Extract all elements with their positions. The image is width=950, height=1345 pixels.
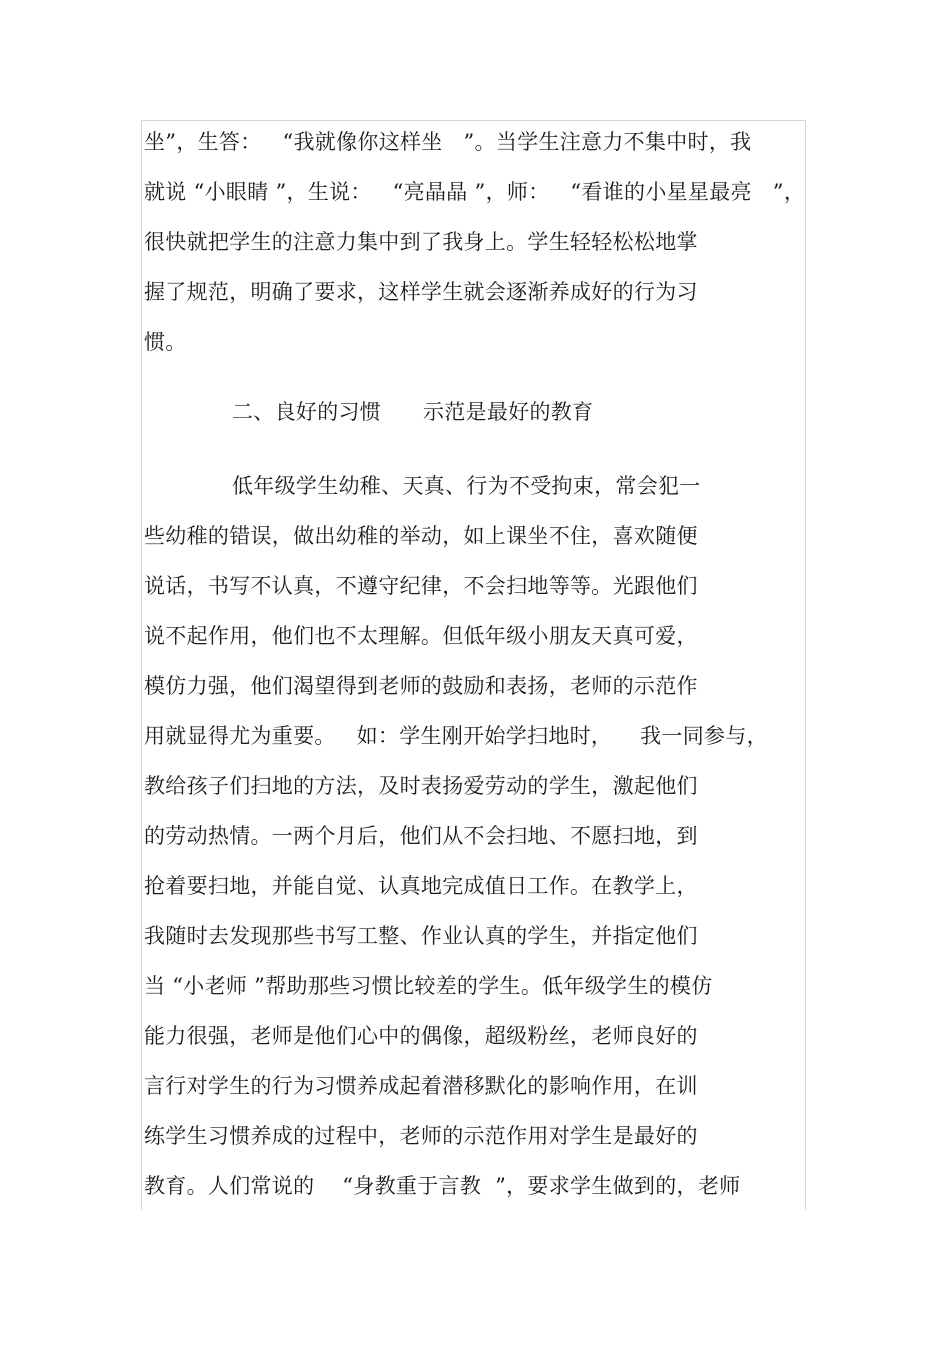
paragraph-line: 练学生习惯养成的过程中，老师的示范作用对学生是最好的 xyxy=(144,1124,698,1148)
paragraph-line: 用就显得尤为重要。 如：学生刚开始学扫地时， 我一同参与， xyxy=(144,724,768,748)
text-line: 很快就把学生的注意力集中到了我身上。学生轻轻松松地掌 xyxy=(144,230,698,254)
paragraph-line: 教给孩子们扫地的方法，及时表扬爱劳动的学生，激起他们 xyxy=(144,774,698,798)
paragraph-line: 教育。人们常说的 “身教重于言教 ”，要求学生做到的，老师 xyxy=(144,1174,741,1198)
paragraph-line: 低年级学生幼稚、天真、行为不受拘束，常会犯一 xyxy=(232,474,701,498)
paragraph-line: 模仿力强，他们渴望得到老师的鼓励和表扬，老师的示范作 xyxy=(144,674,698,698)
paragraph-line: 些幼稚的错误，做出幼稚的举动，如上课坐不住，喜欢随便 xyxy=(144,524,698,548)
paragraph-line: 说话，书写不认真，不遵守纪律，不会扫地等等。光跟他们 xyxy=(144,574,698,598)
text-line: 惯。 xyxy=(144,330,187,354)
paragraph-line: 的劳动热情。一两个月后，他们从不会扫地、不愿扫地，到 xyxy=(144,824,698,848)
section-heading: 二、良好的习惯 示范是最好的教育 xyxy=(232,400,594,424)
paragraph-line: 能力很强，老师是他们心中的偶像，超级粉丝，老师良好的 xyxy=(144,1024,698,1048)
text-line: 就说 “小眼睛 ”，生说： “亮晶晶 ”，师： “看谁的小星星最亮 ”， xyxy=(144,180,806,204)
paragraph-line: 抢着要扫地，并能自觉、认真地完成值日工作。在教学上， xyxy=(144,874,698,898)
paragraph-line: 说不起作用，他们也不太理解。但低年级小朋友天真可爱， xyxy=(144,624,698,648)
text-line: 握了规范，明确了要求，这样学生就会逐渐养成好的行为习 xyxy=(144,280,698,304)
paragraph-line: 当 “小老师 ”帮助那些习惯比较差的学生。低年级学生的模仿 xyxy=(144,974,713,998)
paragraph-line: 言行对学生的行为习惯养成起着潜移默化的影响作用，在训 xyxy=(144,1074,698,1098)
text-line: 坐”，生答： “我就像你这样坐 ”。当学生注意力不集中时，我 xyxy=(144,130,752,154)
paragraph-line: 我随时去发现那些书写工整、作业认真的学生，并指定他们 xyxy=(144,924,698,948)
